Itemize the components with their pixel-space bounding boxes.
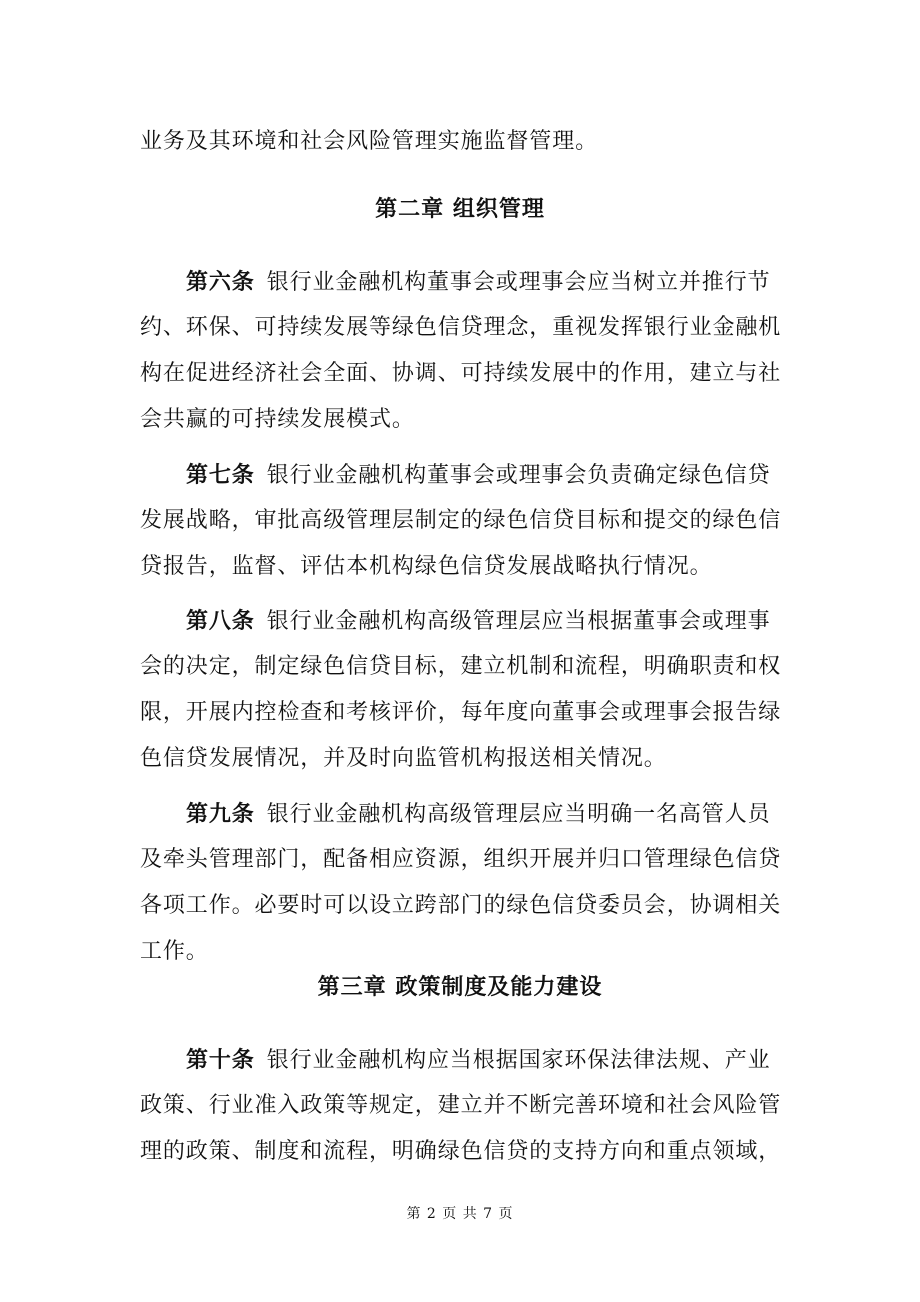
article-first-line xyxy=(186,606,780,636)
article-text: 银行业金融机构应当根据国家环保法律法规、产业 xyxy=(266,1048,771,1073)
paragraph-line: 限，开展内控检查和考核评价，每年度向董事会或理事会报告绿 xyxy=(140,700,782,725)
page-number-footer: 第 2 页 共 7 页 xyxy=(406,1206,514,1222)
paragraph-line: 政策、行业准入政策等规定，建立并不断完善环境和社会风险管 xyxy=(140,1093,782,1118)
article-text: 银行业金融机构高级管理层应当明确一名高管人员 xyxy=(266,802,771,827)
paragraph-line: 色信贷发展情况，并及时向监管机构报送相关情况。 xyxy=(140,746,667,771)
article-number: 第八条 xyxy=(186,608,255,634)
article-number: 第九条 xyxy=(186,801,255,827)
article-first-line xyxy=(186,799,780,829)
article-number: 第十条 xyxy=(186,1047,255,1073)
article-text: 银行业金融机构高级管理层应当根据董事会或理事 xyxy=(266,609,771,634)
paragraph-line: 及牵头管理部门，配备相应资源，组织开展并归口管理绿色信贷 xyxy=(140,847,782,872)
paragraph-line: 业务及其环境和社会风险管理实施监督管理。 xyxy=(140,129,599,154)
paragraph-line: 贷报告，监督、评估本机构绿色信贷发展战略执行情况。 xyxy=(140,554,713,579)
article-first-line xyxy=(186,460,780,490)
article-text: 银行业金融机构董事会或理事会应当树立并推行节 xyxy=(266,270,771,295)
paragraph-line: 会的决定，制定绿色信贷目标，建立机制和流程，明确职责和权 xyxy=(140,654,782,679)
chapter-heading: 第二章 组织管理 xyxy=(375,196,545,222)
paragraph-line: 发展战略，审批高级管理层制定的绿色信贷目标和提交的绿色信 xyxy=(140,508,782,533)
article-first-line xyxy=(186,1045,780,1075)
article-first-line xyxy=(186,267,780,297)
chapter-heading: 第三章 政策制度及能力建设 xyxy=(317,974,603,1000)
paragraph-line: 各项工作。必要时可以设立跨部门的绿色信贷委员会，协调相关 xyxy=(140,893,782,918)
paragraph-line: 工作。 xyxy=(140,939,209,964)
paragraph-line: 构在促进经济社会全面、协调、可持续发展中的作用，建立与社 xyxy=(140,361,782,386)
paragraph-line: 约、环保、可持续发展等绿色信贷理念，重视发挥银行业金融机 xyxy=(140,315,782,340)
article-number: 第七条 xyxy=(186,462,255,488)
article-number: 第六条 xyxy=(186,269,255,295)
paragraph-line: 理的政策、制度和流程，明确绿色信贷的支持方向和重点领域， xyxy=(140,1139,782,1164)
article-text: 银行业金融机构董事会或理事会负责确定绿色信贷 xyxy=(266,463,771,488)
paragraph-line: 会共赢的可持续发展模式。 xyxy=(140,407,415,432)
